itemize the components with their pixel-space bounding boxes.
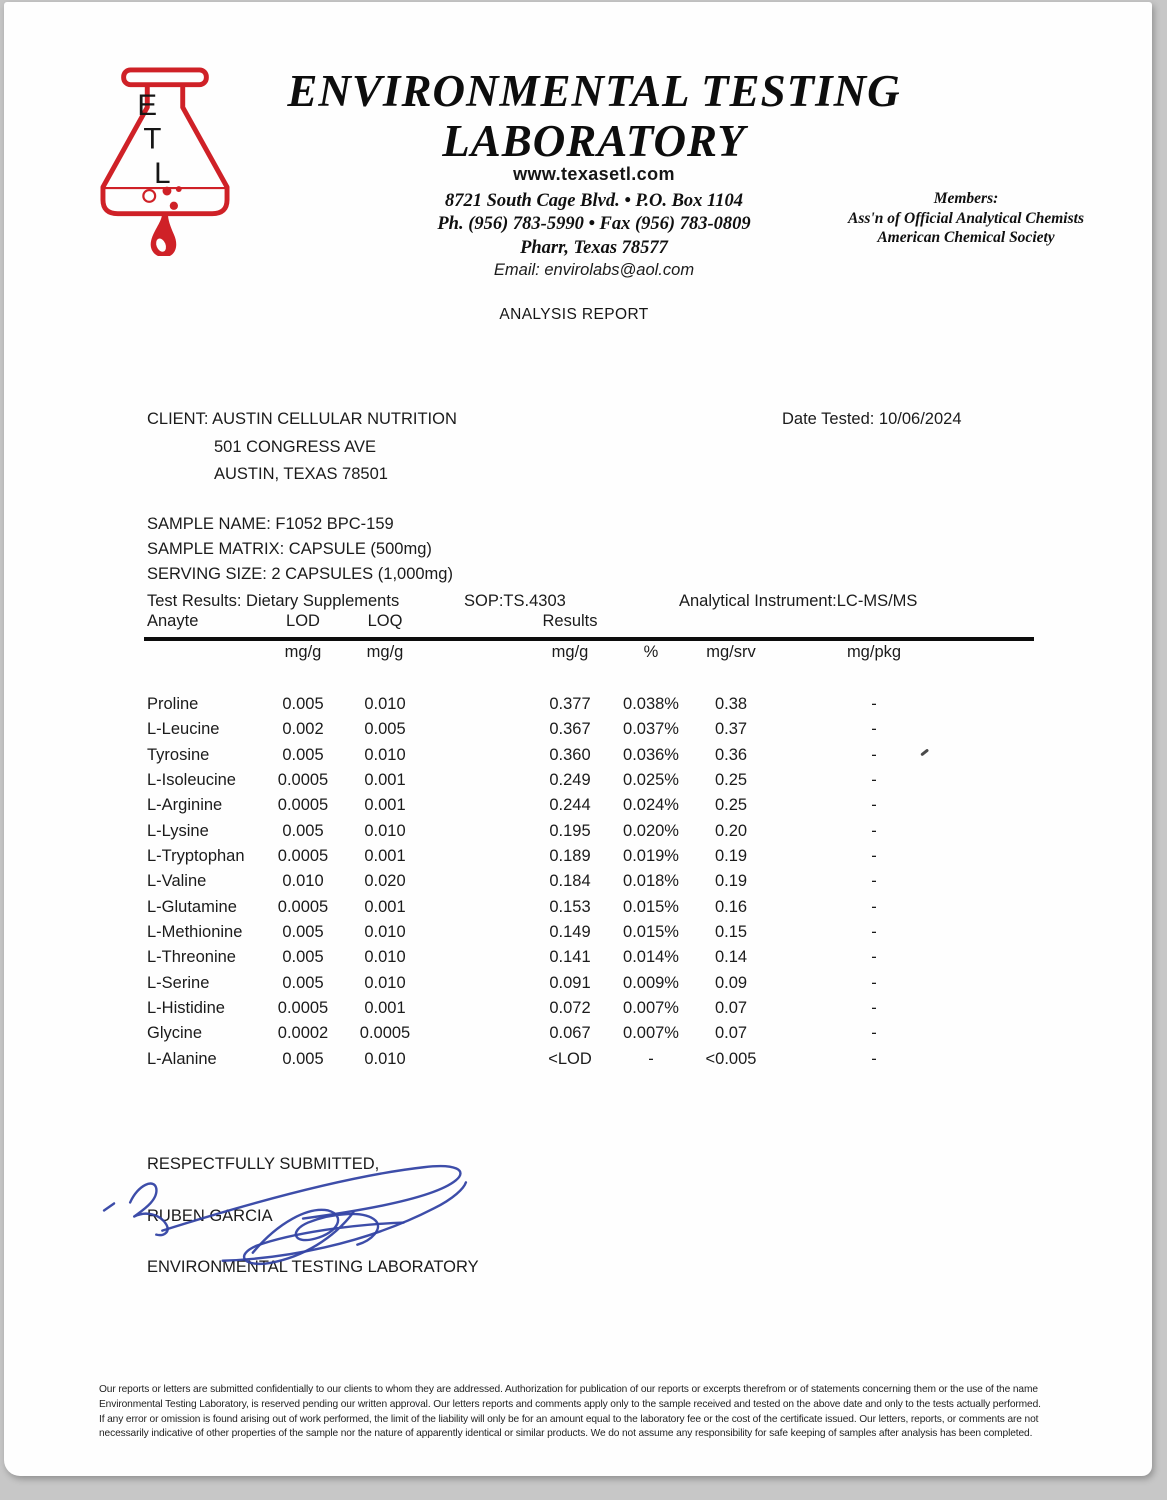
cell-analyte: L-Histidine [147, 999, 225, 1018]
cell-lod: 0.002 [282, 720, 324, 739]
flask-bubble-outline [143, 190, 155, 202]
respectfully-submitted: RESPECTFULLY SUBMITTED, [147, 1155, 380, 1173]
cell-analyte: Glycine [147, 1024, 203, 1043]
cell-srv: 0.07 [714, 999, 748, 1018]
cell-pkg: - [871, 973, 877, 992]
cell-spacer [431, 1021, 526, 1046]
cell-pkg: - [871, 923, 877, 942]
cell-lod: 0.005 [282, 948, 324, 967]
cell-lod: 0.005 [282, 745, 324, 764]
signature-stroke-tick [104, 1203, 114, 1210]
cell-srv: 0.25 [714, 796, 748, 815]
table-units-row [147, 643, 974, 667]
cell-result: 0.244 [549, 796, 591, 815]
units-spacer [431, 643, 526, 667]
cell-srv: 0.19 [714, 847, 748, 866]
cell-lod: 0.0005 [277, 999, 329, 1018]
members-block [816, 189, 1116, 248]
cell-analyte: L-Tryptophan [147, 847, 245, 866]
client-name-line: CLIENT: AUSTIN CELLULAR NUTRITION [147, 410, 457, 428]
sample-name: SAMPLE NAME: F1052 BPC-159 [147, 515, 394, 533]
cell-loq: 0.010 [364, 923, 406, 942]
signer-name: RUBEN GARCIA [147, 1207, 273, 1225]
table-header-row [147, 612, 974, 636]
cell-loq: 0.010 [364, 1049, 406, 1068]
cell-srv: 0.15 [714, 923, 748, 942]
units-pkg: mg/pkg [846, 643, 902, 661]
cell-lod: 0.0005 [277, 771, 329, 790]
cell-result: 0.367 [549, 720, 591, 739]
cell-loq: 0.010 [364, 695, 406, 713]
cell-loq: 0.001 [364, 847, 406, 866]
cell-pkg: - [871, 999, 877, 1018]
cell-result: 0.141 [549, 948, 591, 967]
units-result: mg/g [551, 643, 589, 661]
cell-result: 0.195 [549, 821, 591, 840]
cell-pkg: - [871, 1024, 877, 1043]
cell-analyte: L-Isoleucine [147, 771, 236, 790]
cell-pct: 0.020% [623, 821, 679, 840]
cell-srv: 0.09 [714, 973, 748, 992]
cell-spacer [431, 717, 526, 742]
cell-lod: 0.005 [282, 1049, 324, 1068]
cell-pct: 0.015% [623, 897, 679, 916]
cell-result: 0.184 [549, 872, 591, 891]
col-header-loq: LOQ [367, 612, 403, 630]
cell-spacer [431, 743, 526, 768]
members-line1: Ass'n of Official Analytical Chemists [848, 209, 1084, 227]
cell-analyte: Proline [147, 695, 199, 713]
cell-analyte: L-Threonine [147, 948, 236, 967]
cell-spacer [431, 819, 526, 844]
cell-pct: 0.025% [623, 771, 679, 790]
cell-pkg: - [871, 745, 877, 764]
cell-srv: 0.07 [714, 1024, 748, 1043]
cell-pkg: - [871, 897, 877, 916]
cell-pkg: - [871, 796, 877, 815]
cell-loq: 0.010 [364, 745, 406, 764]
cell-spacer [431, 996, 526, 1021]
col-header-blank1 [614, 612, 688, 636]
cell-result: 0.377 [549, 695, 591, 713]
cell-srv: 0.36 [714, 745, 748, 764]
col-header-analyte: Anayte [147, 612, 199, 630]
cell-lod: 0.0005 [277, 897, 329, 916]
flask-bubble-dot3 [170, 202, 178, 210]
cell-lod: 0.0005 [277, 847, 329, 866]
website-url: www.texasetl.com [513, 164, 675, 184]
results-table-body [147, 692, 974, 1072]
cell-result: 0.091 [549, 973, 591, 992]
lab-title-line2: LABORATORY [442, 116, 746, 166]
email-line: Email: envirolabs@aol.com [493, 261, 695, 279]
cell-loq: 0.005 [364, 720, 406, 739]
serving-size: SERVING SIZE: 2 CAPSULES (1,000mg) [147, 565, 453, 583]
cell-pkg: - [871, 948, 877, 967]
logo-letter-e: E [137, 89, 158, 123]
signature-stroke-r-loop [130, 1184, 167, 1236]
cell-analyte: L-Leucine [147, 720, 220, 739]
cell-spacer [431, 793, 526, 818]
cell-spacer [431, 971, 526, 996]
cell-spacer [431, 1047, 526, 1072]
cell-analyte: L-Glutamine [147, 897, 237, 916]
units-pct: % [643, 643, 659, 661]
cell-pct: 0.007% [623, 1024, 679, 1043]
cell-spacer [431, 692, 526, 717]
logo-letter-l: L [154, 157, 171, 191]
cell-loq: 0.001 [364, 796, 406, 815]
cell-spacer [431, 768, 526, 793]
cell-pkg: - [871, 847, 877, 866]
cell-pct: 0.018% [623, 872, 679, 891]
cell-pct: 0.024% [623, 796, 679, 815]
cell-srv: 0.20 [714, 821, 748, 840]
sop-number: SOP:TS.4303 [464, 592, 566, 610]
cell-loq: 0.020 [364, 872, 406, 891]
units-lod: mg/g [284, 643, 322, 661]
test-results-label: Test Results: Dietary Supplements [147, 592, 400, 610]
cell-spacer [431, 844, 526, 869]
cell-lod: 0.0005 [277, 796, 329, 815]
disclaimer-paragraph [99, 1383, 1099, 1442]
col-header-results: Results [542, 612, 598, 630]
date-tested: Date Tested: 10/06/2024 [782, 410, 962, 428]
cell-pct: 0.037% [623, 720, 679, 739]
cell-result: 0.249 [549, 771, 591, 790]
cell-analyte: Tyrosine [147, 745, 210, 764]
cell-lod: 0.0002 [277, 1024, 329, 1043]
cell-pct: 0.015% [623, 923, 679, 942]
sample-matrix: SAMPLE MATRIX: CAPSULE (500mg) [147, 540, 432, 558]
disclaimer-line2: Environmental Testing Laboratory, is reserved pending our written approval. Our letters reports and comments apply only to the sample received and tested on the above date and only to the tests actually performed. [99, 1398, 1041, 1410]
report-title: ANALYSIS REPORT [499, 306, 649, 323]
cell-pkg: - [871, 821, 877, 840]
cell-pct: 0.038% [623, 695, 679, 713]
members-line2: American Chemical Society [877, 229, 1055, 246]
analytical-instrument: Analytical Instrument:LC-MS/MS [679, 592, 918, 610]
cell-result: 0.153 [549, 897, 591, 916]
cell-result: 0.067 [549, 1024, 591, 1043]
cell-srv: 0.14 [714, 948, 748, 967]
disclaimer-line3: If any error or omission is found arising out of work performed, the limit of the liability will only be for an amount equal to the laboratory fee or the cost of the certificate issued. Our letters, reports, or comments are not [99, 1413, 1039, 1425]
col-header-blank3 [774, 612, 974, 636]
cell-srv: 0.19 [714, 872, 748, 891]
cell-loq: 0.001 [364, 999, 406, 1018]
signer-org: ENVIRONMENTAL TESTING LABORATORY [147, 1258, 479, 1276]
cell-srv: 0.38 [714, 695, 748, 713]
col-header-blank2 [688, 612, 774, 636]
cell-lod: 0.005 [282, 821, 324, 840]
cell-result: <LOD [548, 1049, 592, 1068]
address-line1: 8721 South Cage Blvd. • P.O. Box 1104 [444, 191, 744, 211]
cell-loq: 0.001 [364, 897, 406, 916]
cell-spacer [431, 945, 526, 970]
disclaimer-line4: necessarily indicative of other properties of the sample nor the nature of apparently identical or similar products. We do not assume any responsibility for safe keeping of samples after analysis has been completed. [99, 1428, 1033, 1440]
cell-lod: 0.005 [282, 923, 324, 942]
cell-spacer [431, 869, 526, 894]
cell-loq: 0.010 [364, 973, 406, 992]
cell-lod: 0.005 [282, 695, 324, 713]
cell-srv: <0.005 [705, 1049, 757, 1068]
cell-pkg: - [871, 695, 877, 713]
cell-pkg: - [871, 1049, 877, 1068]
units-loq: mg/g [366, 643, 404, 661]
cell-loq: 0.010 [364, 948, 406, 967]
phone-fax-line: Ph. (956) 783-5990 • Fax (956) 783-0809 [437, 214, 751, 234]
units-srv: mg/srv [706, 643, 756, 661]
cell-analyte: L-Arginine [147, 796, 223, 815]
cell-analyte: L-Serine [147, 973, 210, 992]
handwritten-signature [102, 1159, 484, 1267]
members-heading: Members: [933, 190, 999, 207]
logo-letter-t: T [143, 122, 162, 156]
city-state-line: Pharr, Texas 78577 [520, 238, 668, 258]
cell-pct: 0.036% [623, 745, 679, 764]
flask-rim [124, 70, 207, 85]
cell-spacer [431, 920, 526, 945]
col-header-spacer [431, 612, 526, 636]
cell-result: 0.189 [549, 847, 591, 866]
cell-srv: 0.37 [714, 720, 748, 739]
cell-result: 0.360 [549, 745, 591, 764]
cell-lod: 0.010 [282, 872, 324, 891]
cell-analyte: L-Valine [147, 872, 207, 891]
cell-pct: 0.007% [623, 999, 679, 1018]
cell-pkg: - [871, 771, 877, 790]
cell-loq: 0.001 [364, 771, 406, 790]
cell-pct: - [648, 1049, 654, 1068]
col-header-lod: LOD [286, 612, 320, 630]
cell-analyte: L-Methionine [147, 923, 243, 942]
flask-bubble-dot2 [176, 186, 182, 192]
lab-title [254, 66, 934, 166]
client-city-line: AUSTIN, TEXAS 78501 [214, 465, 388, 483]
cell-analyte: L-Lysine [147, 821, 209, 840]
cell-pkg: - [871, 872, 877, 891]
table-header-rule [144, 637, 1034, 641]
cell-pct: 0.014% [623, 948, 679, 967]
cell-loq: 0.010 [364, 821, 406, 840]
disclaimer-line1: Our reports or letters are submitted confidentially to our clients to whom they are addressed. Authorization for publication of our reports or excerpts therefrom or of statements concerning them or the use of the name [99, 1384, 1038, 1395]
lab-title-line1: ENVIRONMENTAL TESTING [287, 66, 901, 116]
cell-srv: 0.16 [714, 897, 748, 916]
cell-lod: 0.005 [282, 973, 324, 992]
cell-pct: 0.009% [623, 973, 679, 992]
cell-pct: 0.019% [623, 847, 679, 866]
document-page [4, 2, 1152, 1476]
cell-result: 0.149 [549, 923, 591, 942]
cell-loq: 0.0005 [359, 1024, 411, 1043]
cell-srv: 0.25 [714, 771, 748, 790]
cell-result: 0.072 [549, 999, 591, 1018]
units-blank [147, 643, 267, 667]
client-address-line: 501 CONGRESS AVE [214, 438, 377, 456]
cell-analyte: L-Alanine [147, 1049, 217, 1068]
cell-spacer [431, 895, 526, 920]
cell-pkg: - [871, 720, 877, 739]
etl-flask-logo [90, 64, 240, 256]
